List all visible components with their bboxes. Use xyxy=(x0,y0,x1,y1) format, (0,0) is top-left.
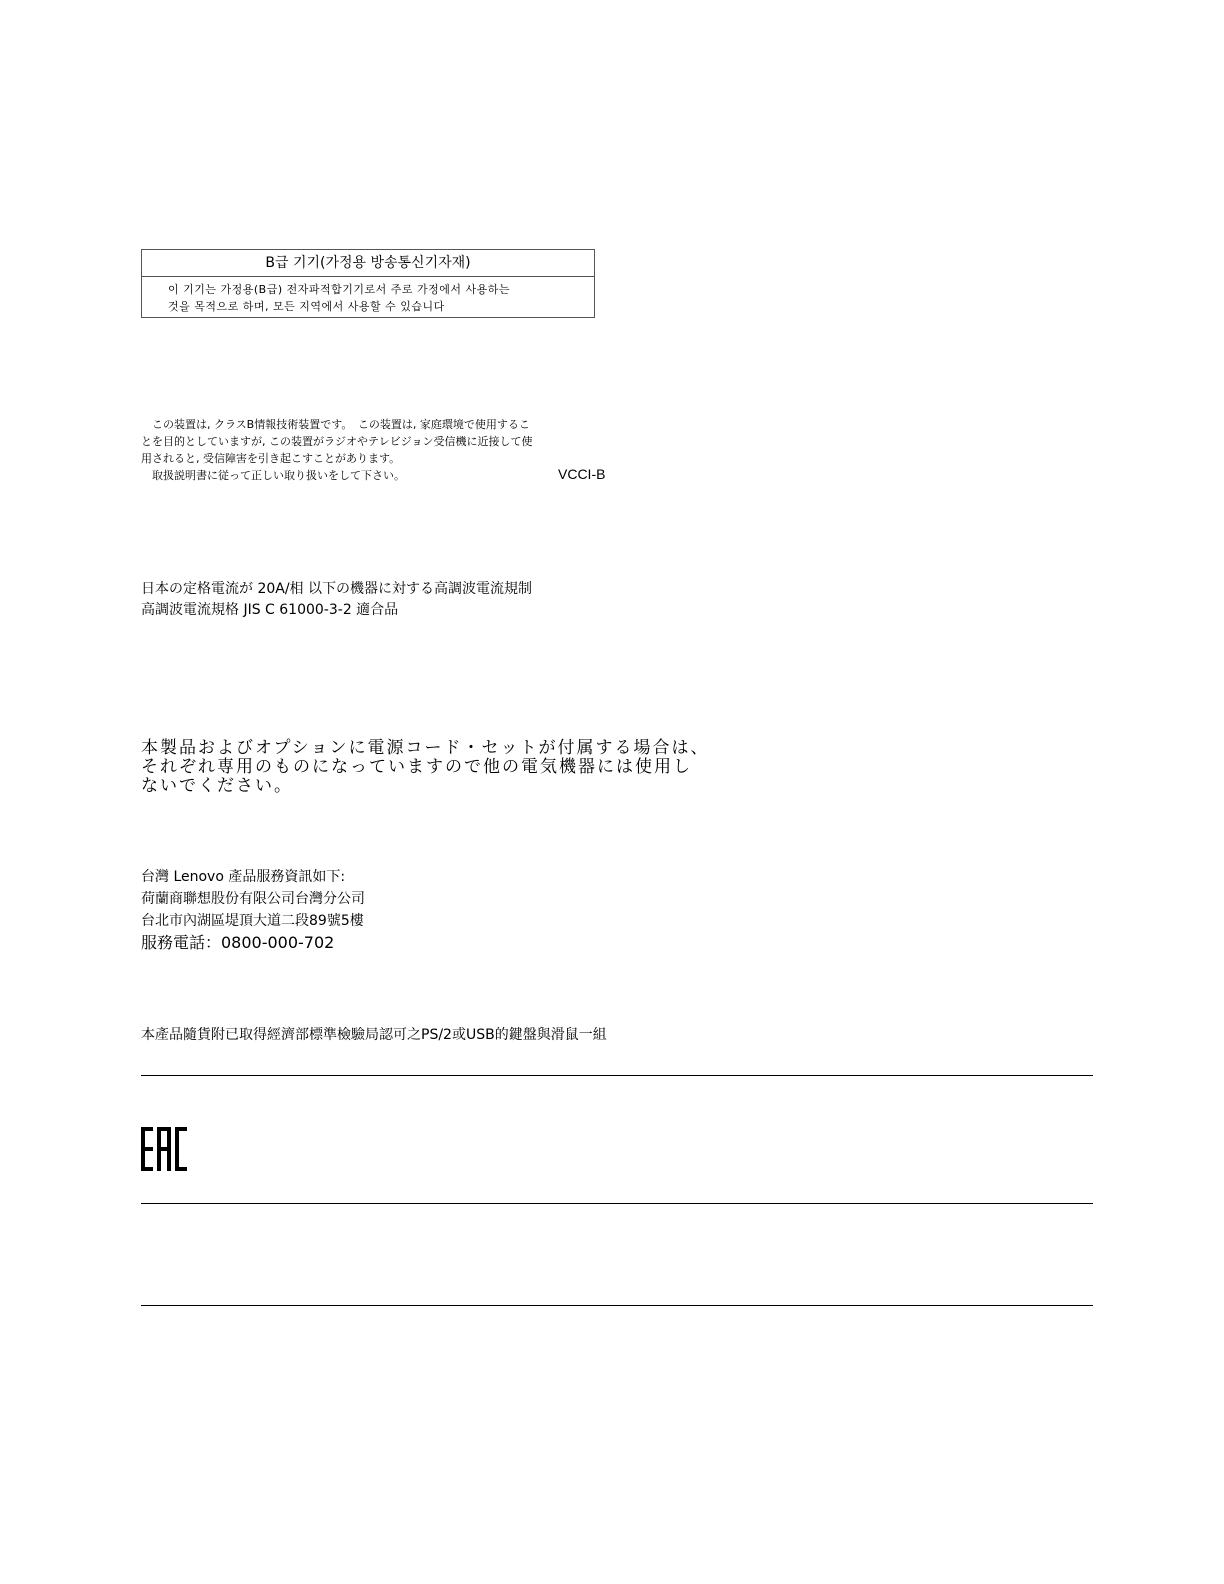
taiwan-service-line: 台北市內湖區堤頂大道二段89號5樓 xyxy=(141,913,364,929)
vcci-notice-line: とを目的としていますが, この装置がラジオやテレビジョン受信機に近接して使 xyxy=(141,435,533,448)
taiwan-service-line: 台灣 Lenovo 產品服務資訊如下: xyxy=(141,869,346,885)
divider xyxy=(141,1075,1093,1076)
harmonics-line: 日本の定格電流が 20A/相 以下の機器に対する高調波電流規制 xyxy=(141,581,533,597)
korea-class-b-notice xyxy=(141,249,595,318)
divider xyxy=(141,1203,1093,1204)
eac-mark-icon xyxy=(141,1127,187,1171)
vcci-notice xyxy=(141,416,621,484)
bsmi-notice: 本產品隨貨附已取得經濟部標準檢驗局認可之PS/2或USB的鍵盤與滑鼠一組 xyxy=(141,1027,607,1043)
harmonics-line: 高調波電流規格 JIS C 61000-3-2 適合品 xyxy=(141,602,399,618)
taiwan-service-line: 荷蘭商聯想股份有限公司台灣分公司 xyxy=(141,891,365,907)
korea-notice-line: 것을 목적으로 하며, 모든 지역에서 사용할 수 있습니다 xyxy=(168,300,445,313)
power-cord-line: ないでください。 xyxy=(141,776,293,796)
korea-notice-body xyxy=(142,277,594,315)
vcci-notice-line: 取扱説明書に従って正しい取り扱いをして下さい。 xyxy=(141,469,405,482)
eac-logo xyxy=(141,1127,187,1175)
power-cord-line: それぞれ専用のものになっていますので他の電気機器には使用し xyxy=(141,757,692,777)
taiwan-service-phone: 服務電話：0800-000-702 xyxy=(141,933,335,952)
korea-notice-line: 이 기기는 가정용(B급) 전자파적합기기로서 주로 가정에서 사용하는 xyxy=(168,283,511,296)
vcci-mark: VCCI-B xyxy=(558,466,606,482)
vcci-notice-line: この装置は, クラスB情報技術装置です。 この装置は, 家庭環境で使用するこ xyxy=(141,418,530,431)
power-cord-notice xyxy=(141,739,741,796)
vcci-notice-line: 用されると, 受信障害を引き起こすことがあります。 xyxy=(141,452,401,465)
harmonics-notice xyxy=(141,579,532,621)
power-cord-line: 本製品およびオプションに電源コード・セットが付属する場合は、 xyxy=(141,738,710,758)
korea-notice-heading: B급 기기(가정용 방송통신기자재) xyxy=(142,250,594,277)
divider xyxy=(141,1305,1093,1306)
taiwan-service-info xyxy=(141,866,365,954)
